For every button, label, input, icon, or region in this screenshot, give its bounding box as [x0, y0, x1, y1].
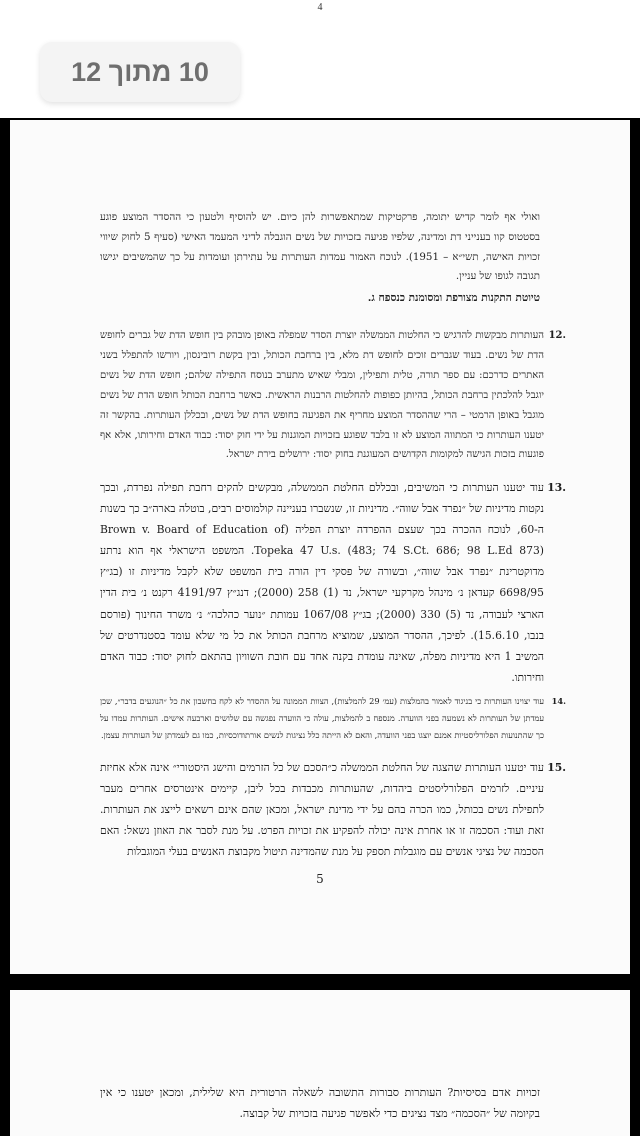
page2-paragraph: זכויות אדם בסיסיות? העותרות סבורות התשובה לשאלה הרטורית היא שלילית, ומכאן יטענו כי אין בקיומה של ״הסכמה״ מצד נציגים כדי לאפשר פגיעה בזכויות של קבוצה.: [100, 1086, 540, 1120]
paragraph-number: 15.: [547, 761, 566, 774]
page-number: 5: [316, 872, 324, 886]
paragraph-text: העותרות מבקשות להדגיש כי החלטות הממשלה יוצרת הסדר שמפלה באופן מובהק בין חופש הדת של גברים לחופש הדת של נשים. בעוד שגברים זוכים לחופש דת מלא, בין ברחבת הכותל, ובין בקשת רובינסון, ויורשו להתפלל בשני האתרים כדרכם: עם ספר תורה, טלית ותפילין, ומבלי שאיש מתערב בנוסח התפילה שלהם; חופש הדת של נשים יוגבל להלכתין ברחבת הכותל, בהיותן כפופות להחלטות הרבנות הראשית. כאשר ברחבת הכותל חופש הדת של נשים מוגבל באופן הרמטי – הרי שההסדר המוצע מחריף את הפגיעה בחופש הדת של נשים, ובכללן העותרות. בהקשר זה יטענו העותרות כי המתווה המוצע לא זו בלבד שפוגע בזכויות המוגנות על ידי חוק יסוד: כבוד האדם וחירותו, אלא אף פוגעות בזכות הגישה למקומות הקדושים המעוגנת בחוק יסוד: ירושלים בירת ישראל.: [100, 330, 544, 461]
paragraph-text: עוד יצוינו העותרות כי בניגוד לאמור בהמלצות (עמ׳ 29 להמלצות), הצוות הממונה על ההסדר לא לקח בחשבון את כל ״הנוגעים בדבר״, שכן עמדתן של העותרות לא נשמעה בפני הוועדה. מנספח ב להמלצות, עולה כי הוועדה נפגשה עם שלושים וארבעה אישים. העותרות עמדו על כך שהתנועות הפלורליסטיות אמנם יוצגו בפני הוועדה, והאם לא הייתה כלל נציגות לנשים אורתודוכסיות, כמו גם לעמדתן של העותרות עצמן.: [100, 696, 544, 741]
scan-page-number-top: 4: [317, 2, 323, 13]
page-counter-badge: 10 מתוך 12: [40, 42, 240, 102]
viewer-header: [0, 0, 640, 118]
intro-paragraph: ואולי אף לומר קדיש יתומה, פרקטיקות שמתאפשרות להן כיום. יש להוסיף ולטעון כי ההסדר המוצע פוגע בסטטוס קוו בענייני דת ומדינה, שלפיו פגיעה בזכויות של נשים הוגבלה לדיני המעמד האישי (סעיף 5 לחוק שיווי זכויות האישה, תשי״א – 1951). לנוכח האמור עמדות העותרות על עתירתן ועומדות על כך שהמשיבים יגישו תגובה לגופו של עניין.: [100, 211, 540, 283]
paragraph-number: 14.: [551, 696, 566, 706]
document-page-5[interactable]: [10, 120, 630, 974]
paragraph-12: [100, 326, 566, 465]
paragraph-text: עוד יטענו העותרות שהצגה של החלטת הממשלה כ״הסכם של כל הזרמים והישג היסטורי״ אינה אלא אחיזת עיניים. לזרמים הפלורליסטים ביהדות, שהעותרות מכבדות בכל ליבן, קיימים אינטרסים אחרים מעבר לתפילת נשים בכותל, כמו הכרה בהם על ידי מדינת ישראל, ומכאן שהם אינם רשאים לייצג את העותרות. זאת ועוד: הסכמה זו או אחרת אינה יכולה להפקיע את זכויות הפרט. על מנת לסבר את האוזן נשאל: האם הסכמה של נציגי אנשים עם מוגבלות תספק על מנת שהמדינה תיטול מקבוצת האנשים בעלי המוגבלות: [100, 761, 544, 859]
paragraph-14: [100, 693, 566, 744]
paragraph-13: [100, 477, 566, 688]
paragraph-15: [100, 757, 566, 862]
document-page-6[interactable]: [10, 990, 630, 1136]
appendix-heading: טיוטת התקנות מצורפת ומסומנת כנספח ג.: [367, 292, 540, 304]
paragraph-text: עוד יטענו העותרות כי המשיבים, ובכללם החלטת הממשלה, מבקשים להקים רחבת תפילה נפרדת, ובכך נקטות מדיניות של ״נפרד אבל שווה״. מדיניות זו, שנשברו בעניינה קולמוסים רבים, בוטלה בארה״ב כך בשנות ה-60, לנוכח ההכרה בכך שעצם ההפרדה יוצרת הפליה (Brown v. Board of Education of Topeka 47 U.s. (483; 74 S.Ct. 686; 98 L.Ed 873). המשפט הישראלי אף הוא נרתע מדוקטרינת ״נפרד אבל שווה״, ובשורה של פסקי דין הורה בית המשפט שלא לקבל מדיניות זו (בג״ץ 6698/95 קעדאן נ׳ מינהל מקרקעי ישראל, נד (1) 258 (2000); דנג״ץ 4191/97 רקנט נ׳ בית הדין הארצי לעבודה, נד (5) 330 (2000); בג״ץ 1067/08 עמותת ״נוער כהלכה״ נ׳ משרד החינוך (פורסם בנבו, 15.6.10). לפיכך, ההסדר המוצע, שמוציא מרחבת הכותל את כל מי שלא עומד בסטנדרטים של המשיב 1 היא מדיניות מפלה, שאינה עומדת בקנה אחד עם חובת השוויון בהתאם לחוק יסוד: כבוד האדם וחירותו.: [100, 481, 545, 684]
paragraph-number: 13.: [547, 481, 566, 494]
paragraph-number: 12.: [548, 330, 566, 341]
